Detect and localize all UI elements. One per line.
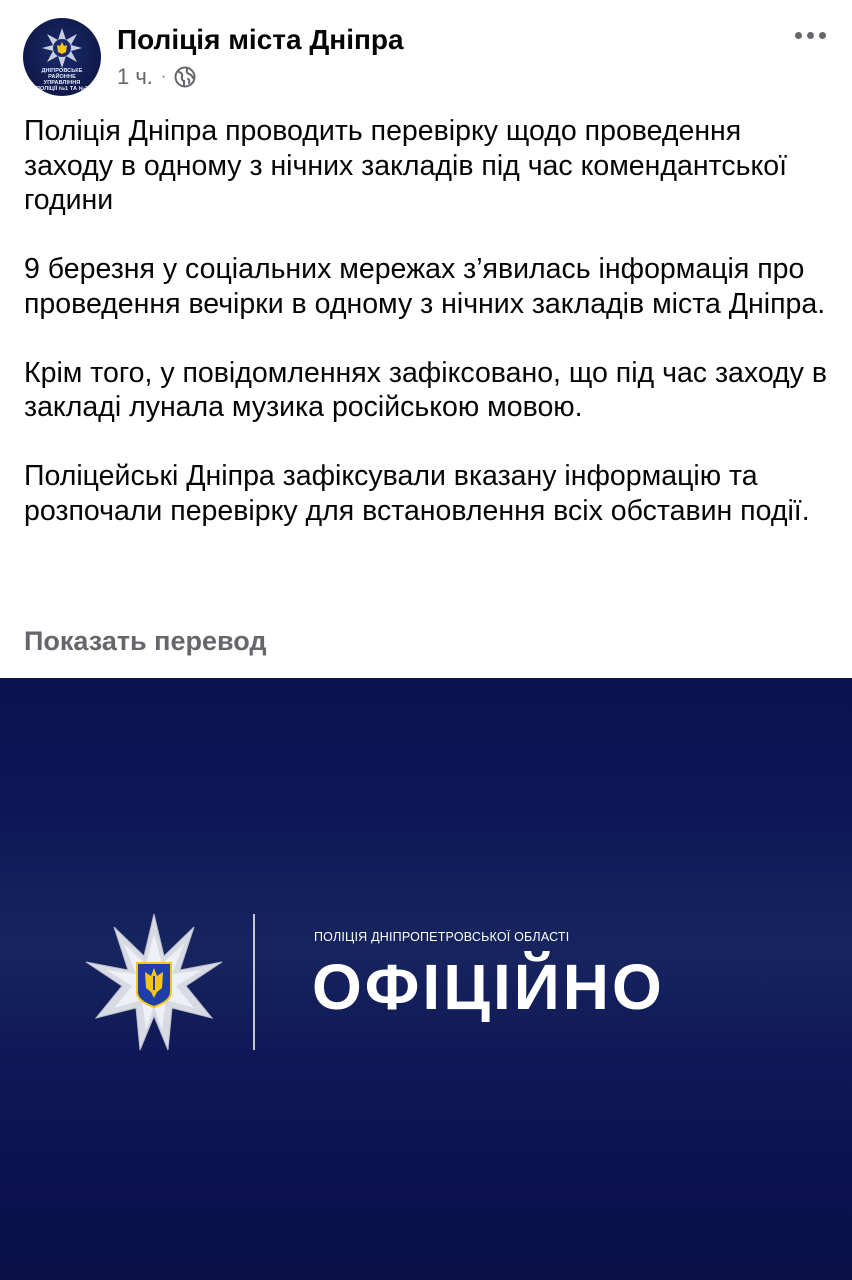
post-meta [117,64,196,90]
post-text [24,114,834,563]
post-paragraph-1: Поліція Дніпра проводить перевірку щодо проведення заходу в одному з нічних закладів під час комендантської години [24,115,788,216]
post-paragraph-3: Крім того, у повідомленнях зафіксовано, що під час заходу в закладі лунала музика російською мовою. [24,356,827,423]
banner-title: ОФІЦІЙНО [312,951,665,1023]
post-timestamp[interactable]: 1 ч. [117,64,153,89]
avatar-caption: ДНІПРОВСЬКЕ РАЙОННЕ УПРАВЛІННЯ ПОЛІЦІЇ №1 ТА №2 [35,68,89,92]
post-image[interactable] [0,678,852,1280]
page-name-link[interactable]: Поліція міста Дніпра [117,24,404,55]
post-paragraph-2: 9 березня у соціальних мережах з’явилась інформація про проведення вечірки в одному з нічних закладів міста Дніпра. [24,253,826,320]
post-header [0,0,852,100]
post-paragraph-4: Поліцейські Дніпра зафіксували вказану інформацію та розпочали перевірку для встановлення всіх обставин події. [24,460,810,527]
banner-subtitle: ПОЛІЦІЯ ДНІПРОПЕТРОВСЬКОЇ ОБЛАСТІ [314,930,570,944]
show-translation-link[interactable]: Показать перевод [24,626,267,656]
page-avatar[interactable] [23,18,101,96]
banner-divider [253,914,255,1050]
meta-separator: · [160,68,167,85]
more-dots-icon[interactable] [795,26,826,45]
police-star-icon [84,912,224,1052]
globe-icon[interactable] [174,66,196,88]
